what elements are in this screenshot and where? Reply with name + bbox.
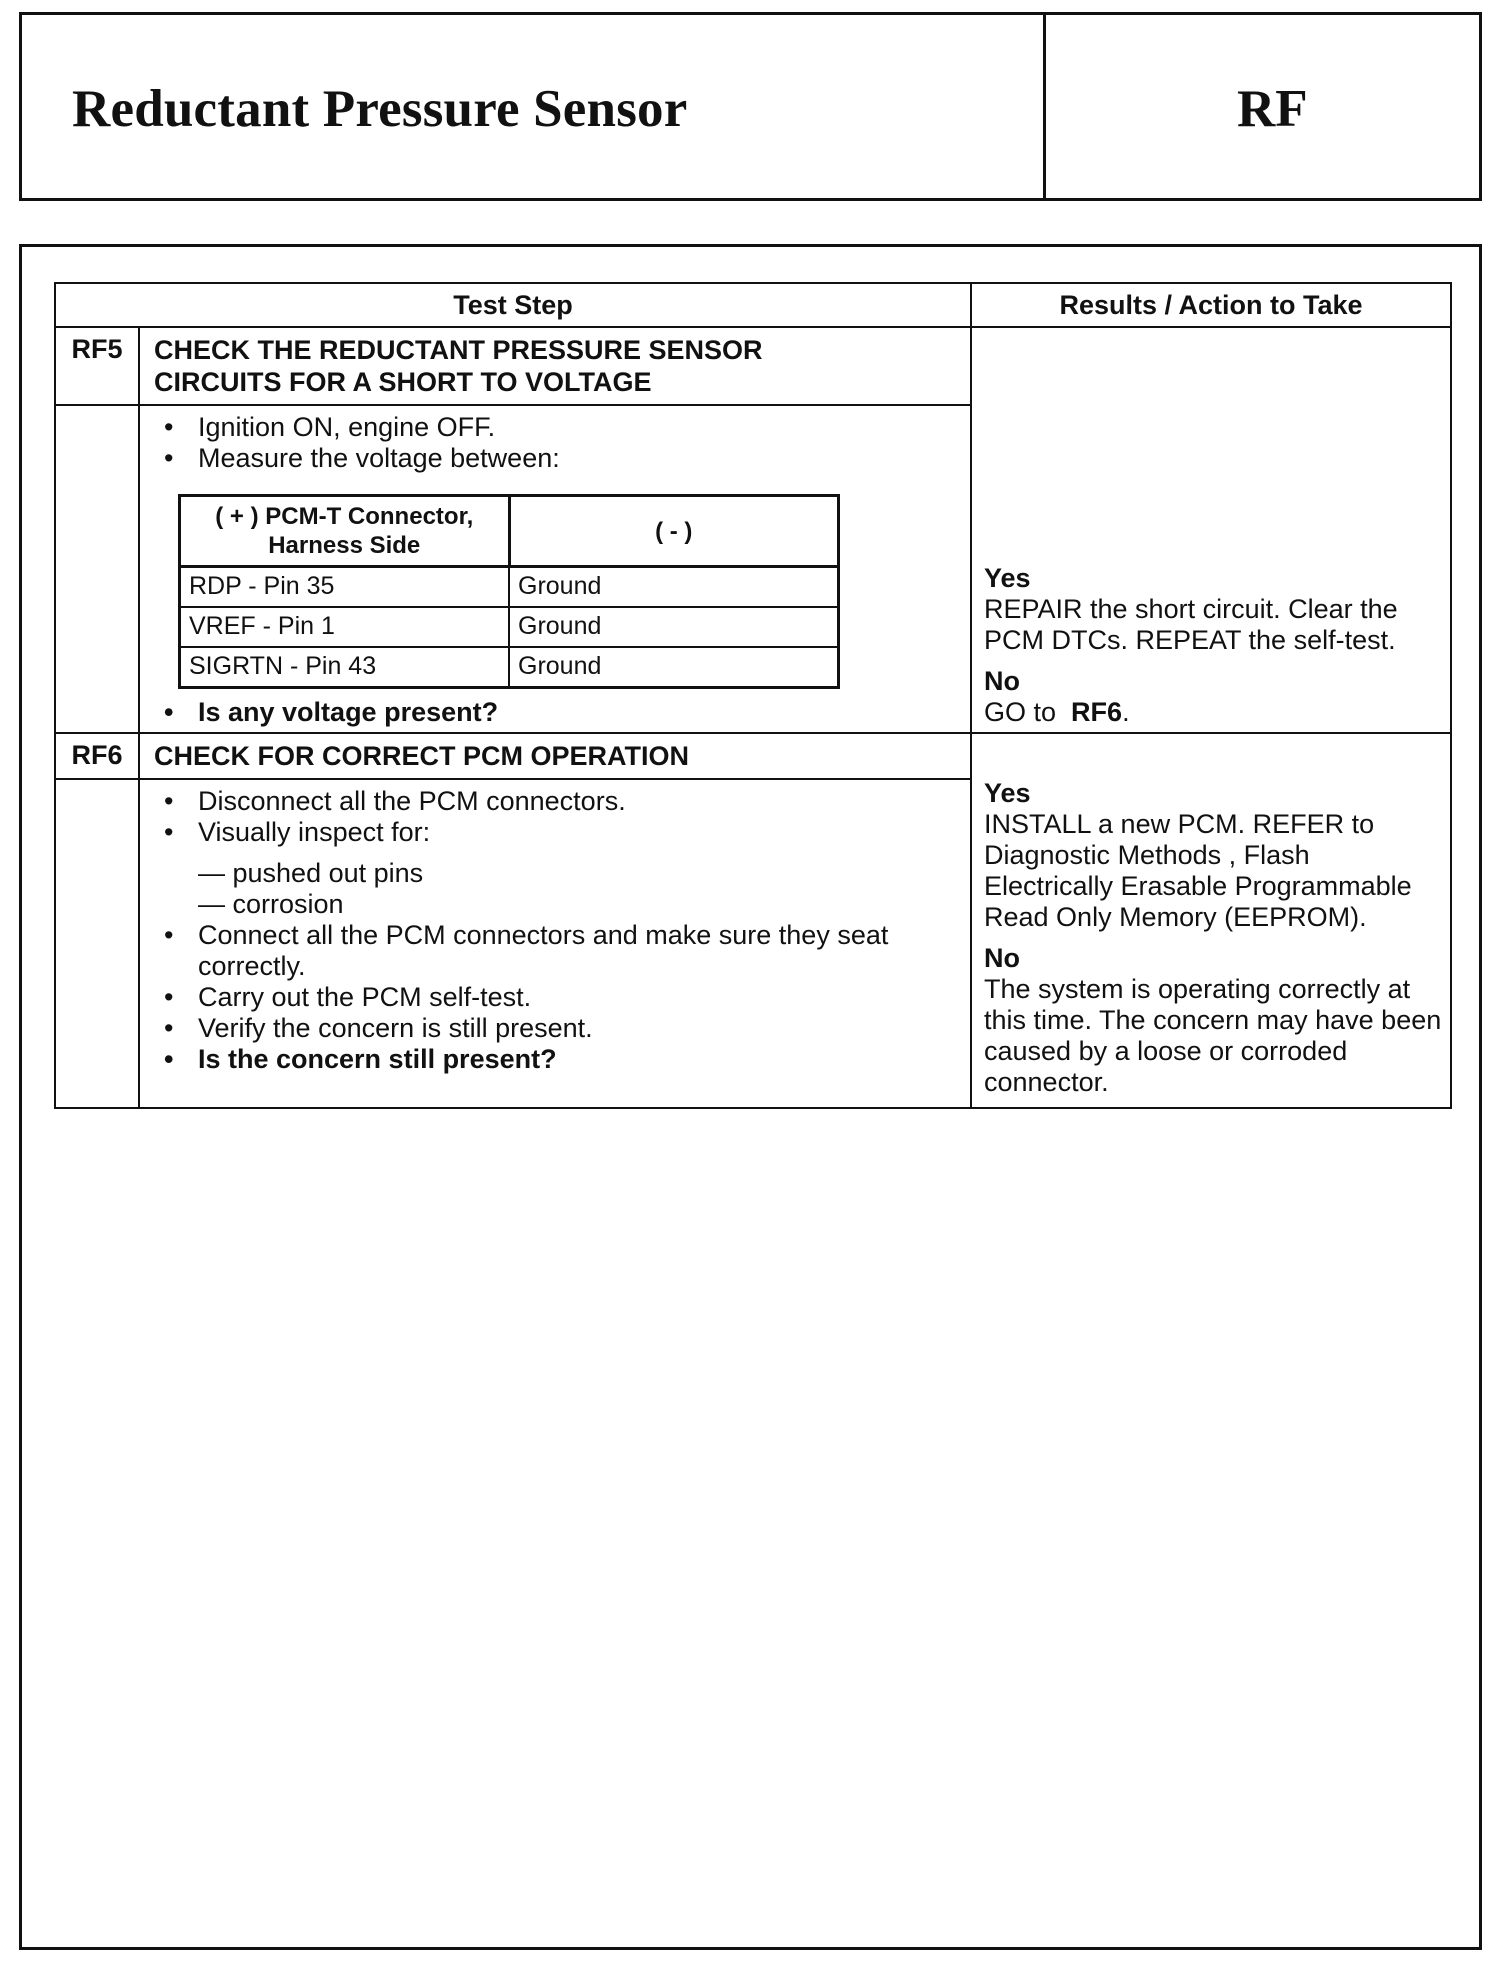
header-divider	[1043, 15, 1046, 198]
table-row	[180, 647, 839, 688]
pin-table	[178, 494, 840, 689]
result-yes-label: Yes	[984, 778, 1031, 808]
result-no-end: .	[1122, 697, 1130, 727]
page-title: Reductant Pressure Sensor	[72, 80, 688, 138]
pin-table-header-negative: ( - )	[509, 496, 839, 567]
step-title-rf5-line1: CHECK THE REDUCTANT PRESSURE SENSOR	[154, 335, 763, 365]
question: • Is the concern still present?	[154, 1044, 970, 1075]
col-header-test-step: Test Step	[55, 283, 971, 327]
pin-cell: SIGRTN - Pin 43	[180, 647, 510, 688]
dash-item: — pushed out pins	[198, 858, 424, 888]
table-row	[180, 607, 839, 647]
result-cell-rf6	[971, 733, 1451, 1108]
step-title-rf5-line2: CIRCUITS FOR A SHORT TO VOLTAGE	[154, 367, 652, 397]
step-list-rf6	[140, 780, 970, 1079]
list-item: • Measure the voltage between:	[154, 443, 970, 474]
result-no-label: No	[984, 666, 1020, 696]
header-box	[19, 12, 1482, 201]
step-title-rf5	[139, 327, 971, 405]
dash-item: — corrosion	[198, 889, 344, 919]
step-id-rf6: RF6	[55, 733, 139, 779]
step-body-rf5	[139, 405, 971, 733]
list-item: • Carry out the PCM self-test.	[154, 982, 970, 1013]
pin-table-header-positive	[180, 496, 510, 567]
col-header-results: Results / Action to Take	[971, 283, 1451, 327]
result-yes-text: INSTALL a new PCM. REFER to Diagnostic Methods , Flash Electrically Erasable Programmable Read Only Memory (EEPROM).	[984, 809, 1412, 932]
result-no-text	[984, 697, 1446, 728]
step-row-rf5-title	[55, 327, 1451, 405]
pin-header-line1: ( + ) PCM-T Connector,	[215, 503, 474, 530]
list-item: • Visually inspect for:	[154, 817, 970, 848]
dash-list	[154, 858, 970, 920]
step-question-rf5	[140, 697, 970, 732]
result-yes-text: REPAIR the short circuit. Clear the PCM DTCs. REPEAT the self-test.	[984, 594, 1398, 655]
ground-cell: Ground	[509, 607, 839, 647]
list-item: • Connect all the PCM connectors and make sure they seat correctly.	[154, 920, 970, 982]
step-id-rf5: RF5	[55, 327, 139, 405]
result-no-text: The system is operating correctly at this time. The concern may have been caused by a loose or corroded connector.	[984, 974, 1442, 1097]
list-item: • Disconnect all the PCM connectors.	[154, 786, 970, 817]
pin-header-line2: Harness Side	[268, 532, 421, 559]
result-no-ref: RF6	[1071, 697, 1123, 727]
step-title-rf6: CHECK FOR CORRECT PCM OPERATION	[139, 733, 971, 779]
result-no-goto: GO to	[984, 697, 1057, 727]
result-cell-rf5	[971, 327, 1451, 733]
pin-cell: RDP - Pin 35	[180, 567, 510, 608]
result-no-label: No	[984, 943, 1020, 973]
list-item: • Ignition ON, engine OFF.	[154, 412, 970, 443]
test-procedure-table	[54, 282, 1452, 1109]
list-item: • Verify the concern is still present.	[154, 1013, 970, 1044]
result-yes-label: Yes	[984, 563, 1031, 593]
step-row-rf6-title	[55, 733, 1451, 779]
section-code: RF	[1237, 80, 1308, 138]
step-list-rf5	[140, 406, 970, 478]
ground-cell: Ground	[509, 647, 839, 688]
step-body-rf6	[139, 779, 971, 1108]
table-row	[180, 567, 839, 608]
ground-cell: Ground	[509, 567, 839, 608]
pin-cell: VREF - Pin 1	[180, 607, 510, 647]
question: • Is any voltage present?	[154, 697, 970, 728]
